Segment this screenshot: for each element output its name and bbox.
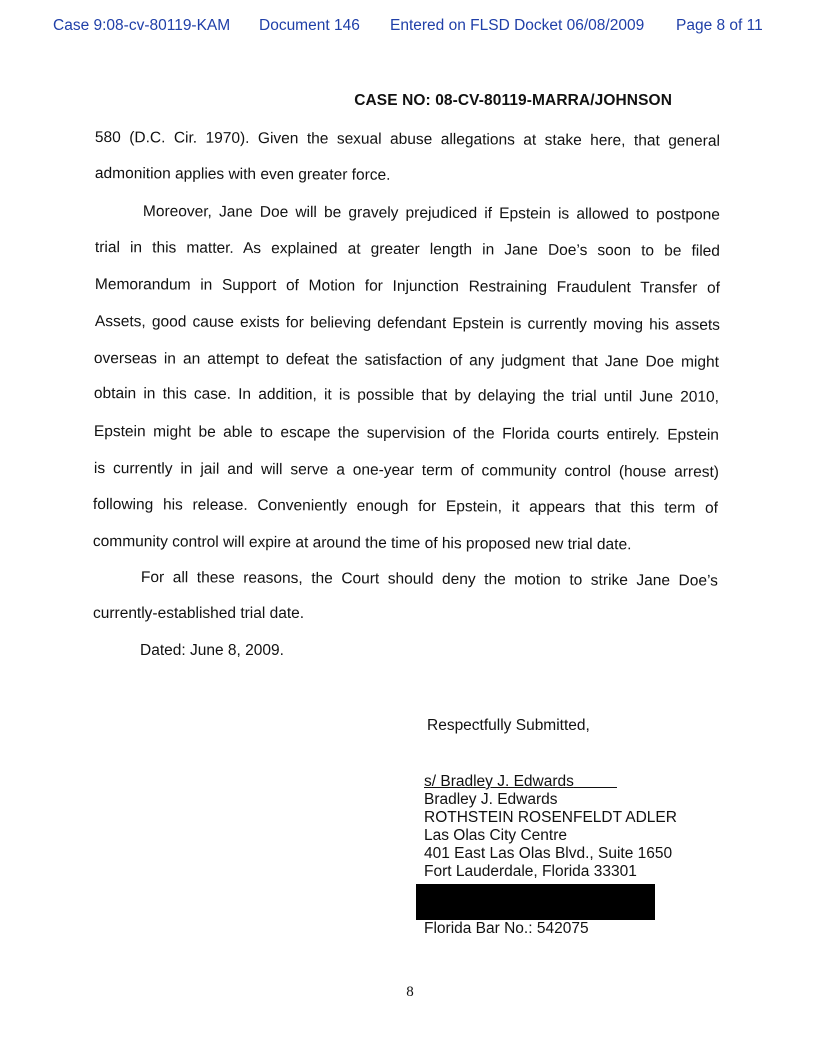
header-docket-entry: Entered on FLSD Docket 06/08/2009	[390, 17, 645, 34]
body-line: following his release. Conveniently enough for Epstein, it appears that this term of	[92, 496, 718, 517]
body-line: overseas in an attempt to defeat the satisfaction of any judgment that Jane Doe might	[93, 350, 719, 371]
header-page-count: Page 8 of 11	[676, 17, 763, 34]
body-line: 580 (D.C. Cir. 1970). Given the sexual abuse allegations at stake here, that general	[94, 129, 720, 150]
body-line: Assets, good cause exists for believing defendant Epstein is currently moving his assets	[94, 313, 720, 334]
signature-block	[424, 773, 677, 881]
body-line: currently-established trial date.	[93, 605, 305, 622]
electronic-signature	[424, 773, 677, 791]
case-number-heading: CASE NO: 08-CV-80119-MARRA/JOHNSON	[354, 92, 672, 109]
body-line: For all these reasons, the Court should deny the motion to strike Jane Doe’s	[140, 569, 718, 590]
body-line: community control will expire at around the time of his proposed new trial date.	[92, 533, 632, 554]
address-line-2: 401 East Las Olas Blvd., Suite 1650	[424, 845, 673, 862]
redaction-box	[416, 884, 655, 920]
attorney-name: Bradley J. Edwards	[424, 791, 558, 808]
body-line: obtain in this case. In addition, it is possible that by delaying the trial until June 2010,	[93, 385, 719, 406]
florida-bar-number: Florida Bar No.: 542075	[424, 920, 589, 937]
page-number: 8	[406, 984, 414, 1000]
dated-line: Dated: June 8, 2009.	[140, 642, 284, 659]
docket-header	[0, 17, 820, 39]
address-line-1: Las Olas City Centre	[424, 827, 567, 844]
law-firm: ROTHSTEIN ROSENFELDT ADLER	[424, 809, 677, 826]
header-case-number: Case 9:08-cv-80119-KAM	[53, 17, 231, 34]
address-line-3: Fort Lauderdale, Florida 33301	[424, 863, 637, 880]
body-line: admonition applies with even greater force.	[94, 165, 391, 184]
body-line: Moreover, Jane Doe will be gravely prejudiced if Epstein is allowed to postpone	[142, 203, 720, 224]
closing-salutation: Respectfully Submitted,	[427, 717, 590, 734]
signature-text: s/ Bradley J. Edwards	[424, 773, 574, 790]
body-line: trial in this matter. As explained at greater length in Jane Doe’s soon to be filed	[94, 239, 720, 260]
header-document-number: Document 146	[259, 17, 360, 34]
body-line: Memorandum in Support of Motion for Injunction Restraining Fraudulent Transfer of	[94, 276, 720, 297]
body-line: is currently in jail and will serve a one-year term of community control (house arrest)	[93, 460, 719, 481]
body-line: Epstein might be able to escape the supervision of the Florida courts entirely. Epstein	[93, 423, 719, 444]
